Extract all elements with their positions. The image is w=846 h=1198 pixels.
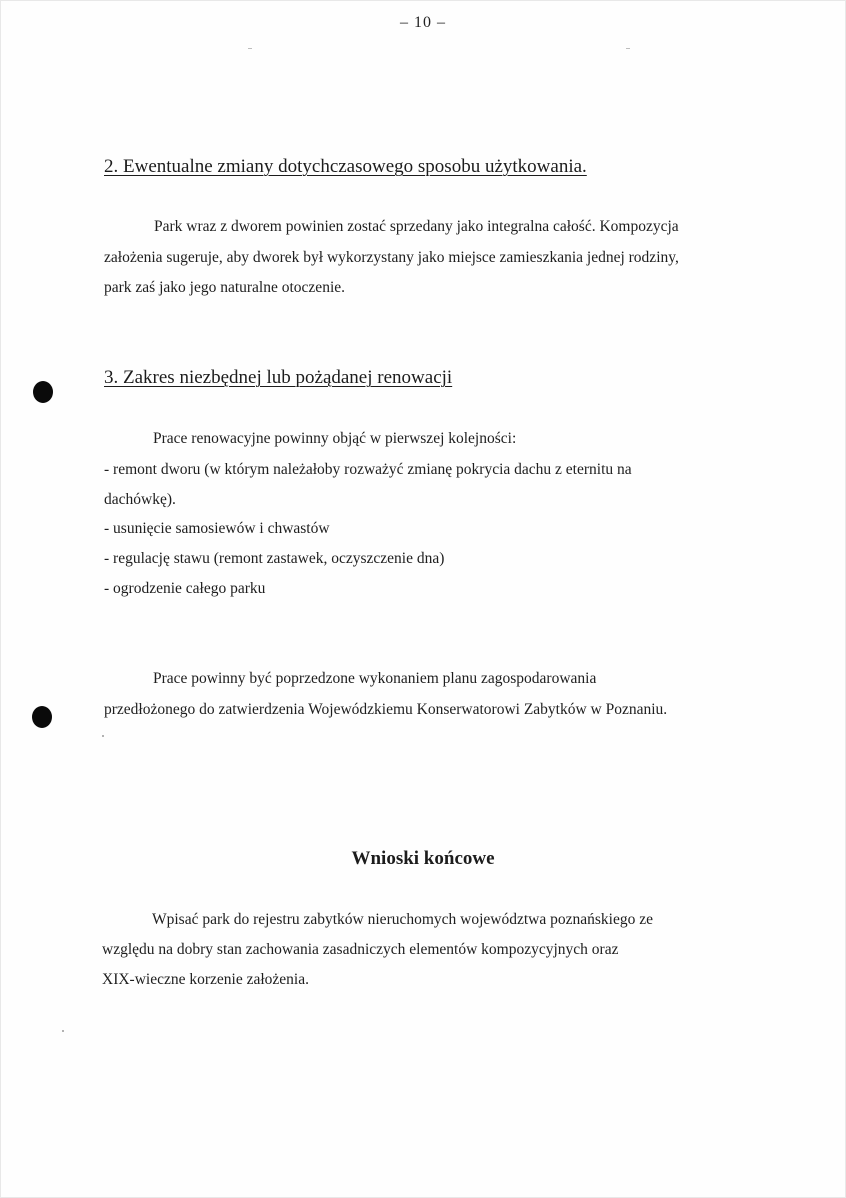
section-3-intro: Prace renowacyjne powinny objąć w pierwszej kolejności: — [153, 430, 517, 447]
punch-hole — [33, 381, 53, 403]
section-3-heading: 3. Zakres niezbędnej lub pożądanej renowacji — [104, 367, 453, 388]
scan-mark — [626, 48, 630, 49]
scan-mark — [248, 48, 252, 49]
scan-speck — [62, 1030, 64, 1032]
renovation-item: - ogrodzenie całego parku — [104, 580, 266, 597]
renovation-item: - regulację stawu (remont zastawek, oczyszczenie dna) — [104, 550, 445, 567]
conclusions-title: Wnioski końcowe — [351, 848, 495, 869]
conclusions-line: względu na dobry stan zachowania zasadniczych elementów kompozycyjnych oraz — [102, 941, 619, 958]
section-2-line: założenia sugeruje, aby dworek był wykorzystany jako miejsce zamieszkania jednej rodziny, — [104, 249, 679, 266]
renovation-item: dachówkę). — [104, 491, 176, 508]
section-2-line: Park wraz z dworem powinien zostać sprzedany jako integralna całość. Kompozycja — [154, 218, 679, 235]
renovation-item: - usunięcie samosiewów i chwastów — [104, 520, 330, 537]
section-2-line: park zaś jako jego naturalne otoczenie. — [104, 279, 345, 296]
scan-speck — [102, 735, 104, 737]
conclusions-line: Wpisać park do rejestru zabytków nieruchomych województwa poznańskiego ze — [152, 911, 653, 928]
section-3-closing-line: Prace powinny być poprzedzone wykonaniem planu zagospodarowania — [153, 670, 597, 687]
conclusions-line: XIX-wieczne korzenie założenia. — [102, 971, 309, 988]
section-3-closing-line: przedłożonego do zatwierdzenia Wojewódzkiemu Konserwatorowi Zabytków w Poznaniu. — [104, 701, 668, 718]
punch-hole — [32, 706, 52, 728]
section-2-heading: 2. Ewentualne zmiany dotychczasowego sposobu użytkowania. — [104, 156, 587, 177]
renovation-item: - remont dworu (w którym należałoby rozważyć zmianę pokrycia dachu z eternitu na — [104, 461, 632, 478]
page-number: – 10 – — [400, 14, 446, 31]
